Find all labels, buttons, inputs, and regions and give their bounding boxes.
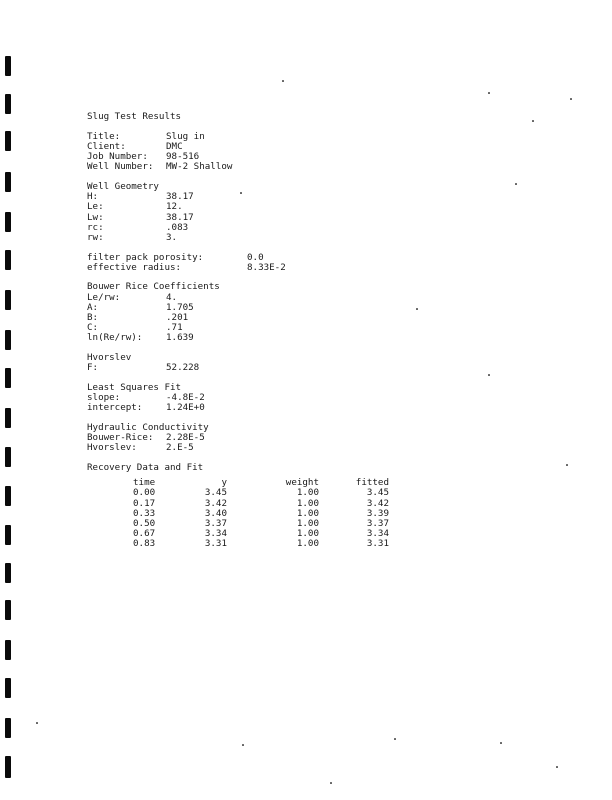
table-cell: 0.00 bbox=[133, 487, 156, 499]
table-cell: 0.17 bbox=[133, 497, 156, 509]
punch-mark bbox=[5, 368, 11, 388]
punch-mark bbox=[5, 94, 11, 114]
punch-mark bbox=[5, 330, 11, 350]
scan-speck bbox=[416, 308, 418, 310]
param-label: rc: bbox=[87, 221, 104, 233]
param-value: 38.17 bbox=[166, 211, 194, 223]
punch-mark bbox=[5, 250, 11, 270]
well-geometry-section bbox=[87, 182, 387, 243]
header-row bbox=[87, 162, 387, 172]
conductivity-section bbox=[87, 423, 387, 454]
punch-mark bbox=[5, 600, 11, 620]
column-header-fitted: fitted bbox=[355, 477, 389, 489]
table-row bbox=[87, 539, 387, 549]
param-row bbox=[87, 192, 387, 202]
param-value: 3. bbox=[166, 231, 178, 243]
table-cell: 0.67 bbox=[133, 528, 156, 540]
param-label: A: bbox=[87, 301, 99, 313]
table-cell: 0.33 bbox=[133, 507, 156, 519]
param-label: B: bbox=[87, 312, 99, 323]
param-value: 1.705 bbox=[166, 301, 194, 313]
field-label: Well Number: bbox=[87, 161, 154, 173]
punch-mark bbox=[5, 678, 11, 698]
param-label: Le/rw: bbox=[87, 291, 121, 303]
bouwer-rice-section bbox=[87, 282, 387, 343]
param-value: 0.0 bbox=[247, 251, 264, 263]
punch-mark bbox=[5, 756, 11, 778]
punch-mark bbox=[5, 290, 11, 310]
param-label: Hvorslev: bbox=[87, 442, 137, 454]
table-cell: 1.00 bbox=[296, 497, 319, 509]
punch-mark bbox=[5, 525, 11, 545]
table-cell: 1.00 bbox=[296, 507, 319, 519]
param-row bbox=[87, 213, 387, 223]
punch-mark bbox=[5, 131, 11, 151]
punch-mark bbox=[5, 718, 11, 738]
table-cell: 3.31 bbox=[204, 538, 227, 550]
param-label: C: bbox=[87, 322, 99, 334]
table-cell: 3.40 bbox=[204, 507, 227, 519]
section-heading: Well Geometry bbox=[87, 180, 159, 192]
scan-speck bbox=[242, 744, 244, 746]
param-value: 2.E-5 bbox=[166, 442, 194, 454]
table-cell: 0.83 bbox=[133, 538, 156, 550]
table-cell: 3.37 bbox=[204, 518, 227, 529]
table-row bbox=[87, 488, 387, 498]
recovery-section bbox=[87, 463, 387, 550]
param-row bbox=[87, 263, 387, 273]
param-row bbox=[87, 333, 387, 343]
param-label: slope: bbox=[87, 392, 121, 404]
column-header-time: time bbox=[133, 477, 156, 489]
param-label: Bouwer-Rice: bbox=[87, 432, 154, 444]
param-value: 4. bbox=[166, 291, 178, 303]
param-label: effective radius: bbox=[87, 261, 182, 273]
param-row bbox=[87, 313, 387, 323]
scan-speck bbox=[36, 722, 38, 724]
table-cell: 3.34 bbox=[366, 528, 389, 540]
field-value: DMC bbox=[166, 140, 183, 152]
table-row bbox=[87, 519, 387, 529]
least-squares-section bbox=[87, 383, 387, 414]
field-label: Title: bbox=[87, 130, 121, 142]
punch-mark bbox=[5, 56, 11, 76]
scan-speck bbox=[556, 766, 558, 768]
param-row bbox=[87, 403, 387, 413]
report-title: Slug Test Results bbox=[87, 111, 182, 122]
table-cell: 3.37 bbox=[366, 518, 389, 529]
table-cell: 3.45 bbox=[204, 487, 227, 499]
field-value: Slug in bbox=[166, 130, 205, 142]
scan-speck bbox=[330, 782, 332, 784]
punch-mark bbox=[5, 212, 11, 232]
punch-mark bbox=[5, 640, 11, 660]
param-row bbox=[87, 202, 387, 212]
recovery-table bbox=[87, 478, 387, 549]
field-label: Job Number: bbox=[87, 151, 148, 163]
param-row bbox=[87, 363, 387, 373]
punch-mark bbox=[5, 172, 11, 192]
param-label: Le: bbox=[87, 201, 104, 213]
param-row bbox=[87, 293, 387, 303]
scan-speck bbox=[394, 738, 396, 740]
table-cell: 0.50 bbox=[133, 518, 156, 529]
param-value: 12. bbox=[166, 201, 183, 213]
section-heading: Hvorslev bbox=[87, 352, 132, 364]
table-cell: 3.45 bbox=[366, 487, 389, 499]
param-value: 38.17 bbox=[166, 191, 194, 203]
param-value: 52.228 bbox=[166, 362, 200, 374]
filter-section bbox=[87, 253, 387, 273]
param-label: intercept: bbox=[87, 402, 143, 414]
param-row bbox=[87, 223, 387, 233]
param-row bbox=[87, 303, 387, 313]
table-cell: 3.42 bbox=[204, 497, 227, 509]
header-row bbox=[87, 132, 387, 142]
param-label: H: bbox=[87, 191, 99, 203]
scan-speck bbox=[566, 464, 568, 466]
punch-mark bbox=[5, 447, 11, 467]
table-cell: 1.00 bbox=[296, 538, 319, 550]
punch-mark bbox=[5, 486, 11, 506]
field-value: MW-2 Shallow bbox=[166, 161, 233, 173]
table-cell: 3.34 bbox=[204, 528, 227, 540]
column-header-weight: weight bbox=[285, 477, 319, 489]
param-label: filter pack porosity: bbox=[87, 251, 204, 263]
section-heading: Hydraulic Conductivity bbox=[87, 422, 209, 433]
param-value: 1.639 bbox=[166, 332, 194, 344]
table-row bbox=[87, 499, 387, 509]
param-label: Lw: bbox=[87, 211, 104, 223]
scan-speck bbox=[282, 80, 284, 82]
report-body bbox=[87, 112, 387, 550]
param-label: F: bbox=[87, 362, 99, 374]
table-row bbox=[87, 529, 387, 539]
param-value: 8.33E-2 bbox=[247, 261, 286, 273]
scan-speck bbox=[532, 120, 534, 122]
param-value: .201 bbox=[166, 312, 189, 323]
param-row bbox=[87, 443, 387, 453]
hvorslev-section bbox=[87, 353, 387, 373]
param-value: -4.8E-2 bbox=[166, 392, 205, 404]
scan-speck bbox=[488, 92, 490, 94]
param-value: .083 bbox=[166, 221, 189, 233]
scan-speck bbox=[500, 742, 502, 744]
scan-speck bbox=[488, 374, 490, 376]
scan-speck bbox=[570, 98, 572, 100]
punch-mark bbox=[5, 563, 11, 583]
column-header-y: y bbox=[221, 477, 227, 489]
table-cell: 1.00 bbox=[296, 518, 319, 529]
field-value: 98-516 bbox=[166, 151, 200, 163]
scan-speck bbox=[515, 183, 517, 185]
punch-mark bbox=[5, 408, 11, 428]
section-heading: Least Squares Fit bbox=[87, 381, 182, 393]
section-heading: Recovery Data and Fit bbox=[87, 462, 204, 474]
param-value: .71 bbox=[166, 322, 183, 334]
field-label: Client: bbox=[87, 140, 126, 152]
section-heading: Bouwer Rice Coefficients bbox=[87, 281, 220, 293]
param-row bbox=[87, 233, 387, 243]
table-cell: 1.00 bbox=[296, 528, 319, 540]
header-section bbox=[87, 132, 387, 173]
param-value: 1.24E+0 bbox=[166, 402, 205, 414]
param-label: rw: bbox=[87, 231, 104, 243]
table-cell: 3.42 bbox=[366, 497, 389, 509]
param-value: 2.28E-5 bbox=[166, 432, 205, 444]
table-cell: 3.31 bbox=[366, 538, 389, 550]
table-row bbox=[87, 509, 387, 519]
param-label: ln(Re/rw): bbox=[87, 332, 143, 344]
table-cell: 3.39 bbox=[366, 507, 389, 519]
table-header bbox=[87, 478, 387, 488]
table-cell: 1.00 bbox=[296, 487, 319, 499]
